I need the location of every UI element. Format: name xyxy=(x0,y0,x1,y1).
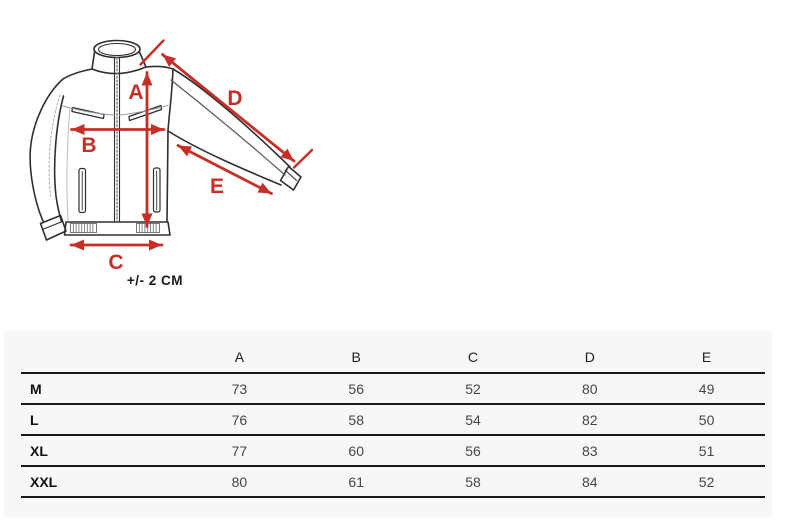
table-row-m xyxy=(21,373,765,404)
table-header-row xyxy=(21,331,765,373)
col-header-c: C xyxy=(415,331,532,373)
right-cuff xyxy=(281,167,302,191)
measurement-cell: 52 xyxy=(415,373,532,404)
dim-label-b: B xyxy=(81,134,97,157)
dim-label-d: D xyxy=(227,87,243,110)
arrow-E xyxy=(178,146,272,194)
size-label: L xyxy=(21,404,181,435)
dimension-arrows xyxy=(71,41,312,246)
size-label: XXL xyxy=(21,466,181,497)
size-label: XL xyxy=(21,435,181,466)
measurement-cell: 80 xyxy=(531,373,648,404)
col-header-b: B xyxy=(298,331,415,373)
jacket-line-art xyxy=(0,0,340,300)
size-label: M xyxy=(21,373,181,404)
table-row-l xyxy=(21,404,765,435)
size-table xyxy=(21,331,765,498)
measurement-cell: 58 xyxy=(415,466,532,497)
tolerance-note: +/- 2 CM xyxy=(126,273,184,288)
measurement-cell: 56 xyxy=(415,435,532,466)
measurement-cell: 49 xyxy=(648,373,765,404)
measurement-cell: 73 xyxy=(181,373,298,404)
measurement-cell: 60 xyxy=(298,435,415,466)
size-table-panel xyxy=(4,331,772,517)
left-cuff xyxy=(41,216,67,241)
measurement-cell: 54 xyxy=(415,404,532,435)
measurement-cell: 50 xyxy=(648,404,765,435)
arrow-D-end-tick xyxy=(294,150,312,168)
col-header-e: E xyxy=(648,331,765,373)
dim-label-e: E xyxy=(209,175,225,198)
col-header-a: A xyxy=(181,331,298,373)
measurement-cell: 61 xyxy=(298,466,415,497)
table-row-xl xyxy=(21,435,765,466)
col-header-d: D xyxy=(531,331,648,373)
measurement-cell: 52 xyxy=(648,466,765,497)
dim-label-a: A xyxy=(128,81,144,104)
size-column-header xyxy=(21,331,181,373)
measurement-cell: 76 xyxy=(181,404,298,435)
measurement-cell: 56 xyxy=(298,373,415,404)
measurement-cell: 51 xyxy=(648,435,765,466)
measurement-cell: 83 xyxy=(531,435,648,466)
collar-inner-rim xyxy=(99,44,136,56)
measurement-cell: 80 xyxy=(181,466,298,497)
jacket-outline xyxy=(30,41,301,241)
measurement-cell: 58 xyxy=(298,404,415,435)
measurement-diagram xyxy=(0,0,340,300)
measurement-cell: 84 xyxy=(531,466,648,497)
measurement-cell: 77 xyxy=(181,435,298,466)
measurement-cell: 82 xyxy=(531,404,648,435)
dim-label-c: C xyxy=(108,251,124,274)
table-row-xxl xyxy=(21,466,765,497)
arrow-D-start-tick xyxy=(141,41,164,65)
